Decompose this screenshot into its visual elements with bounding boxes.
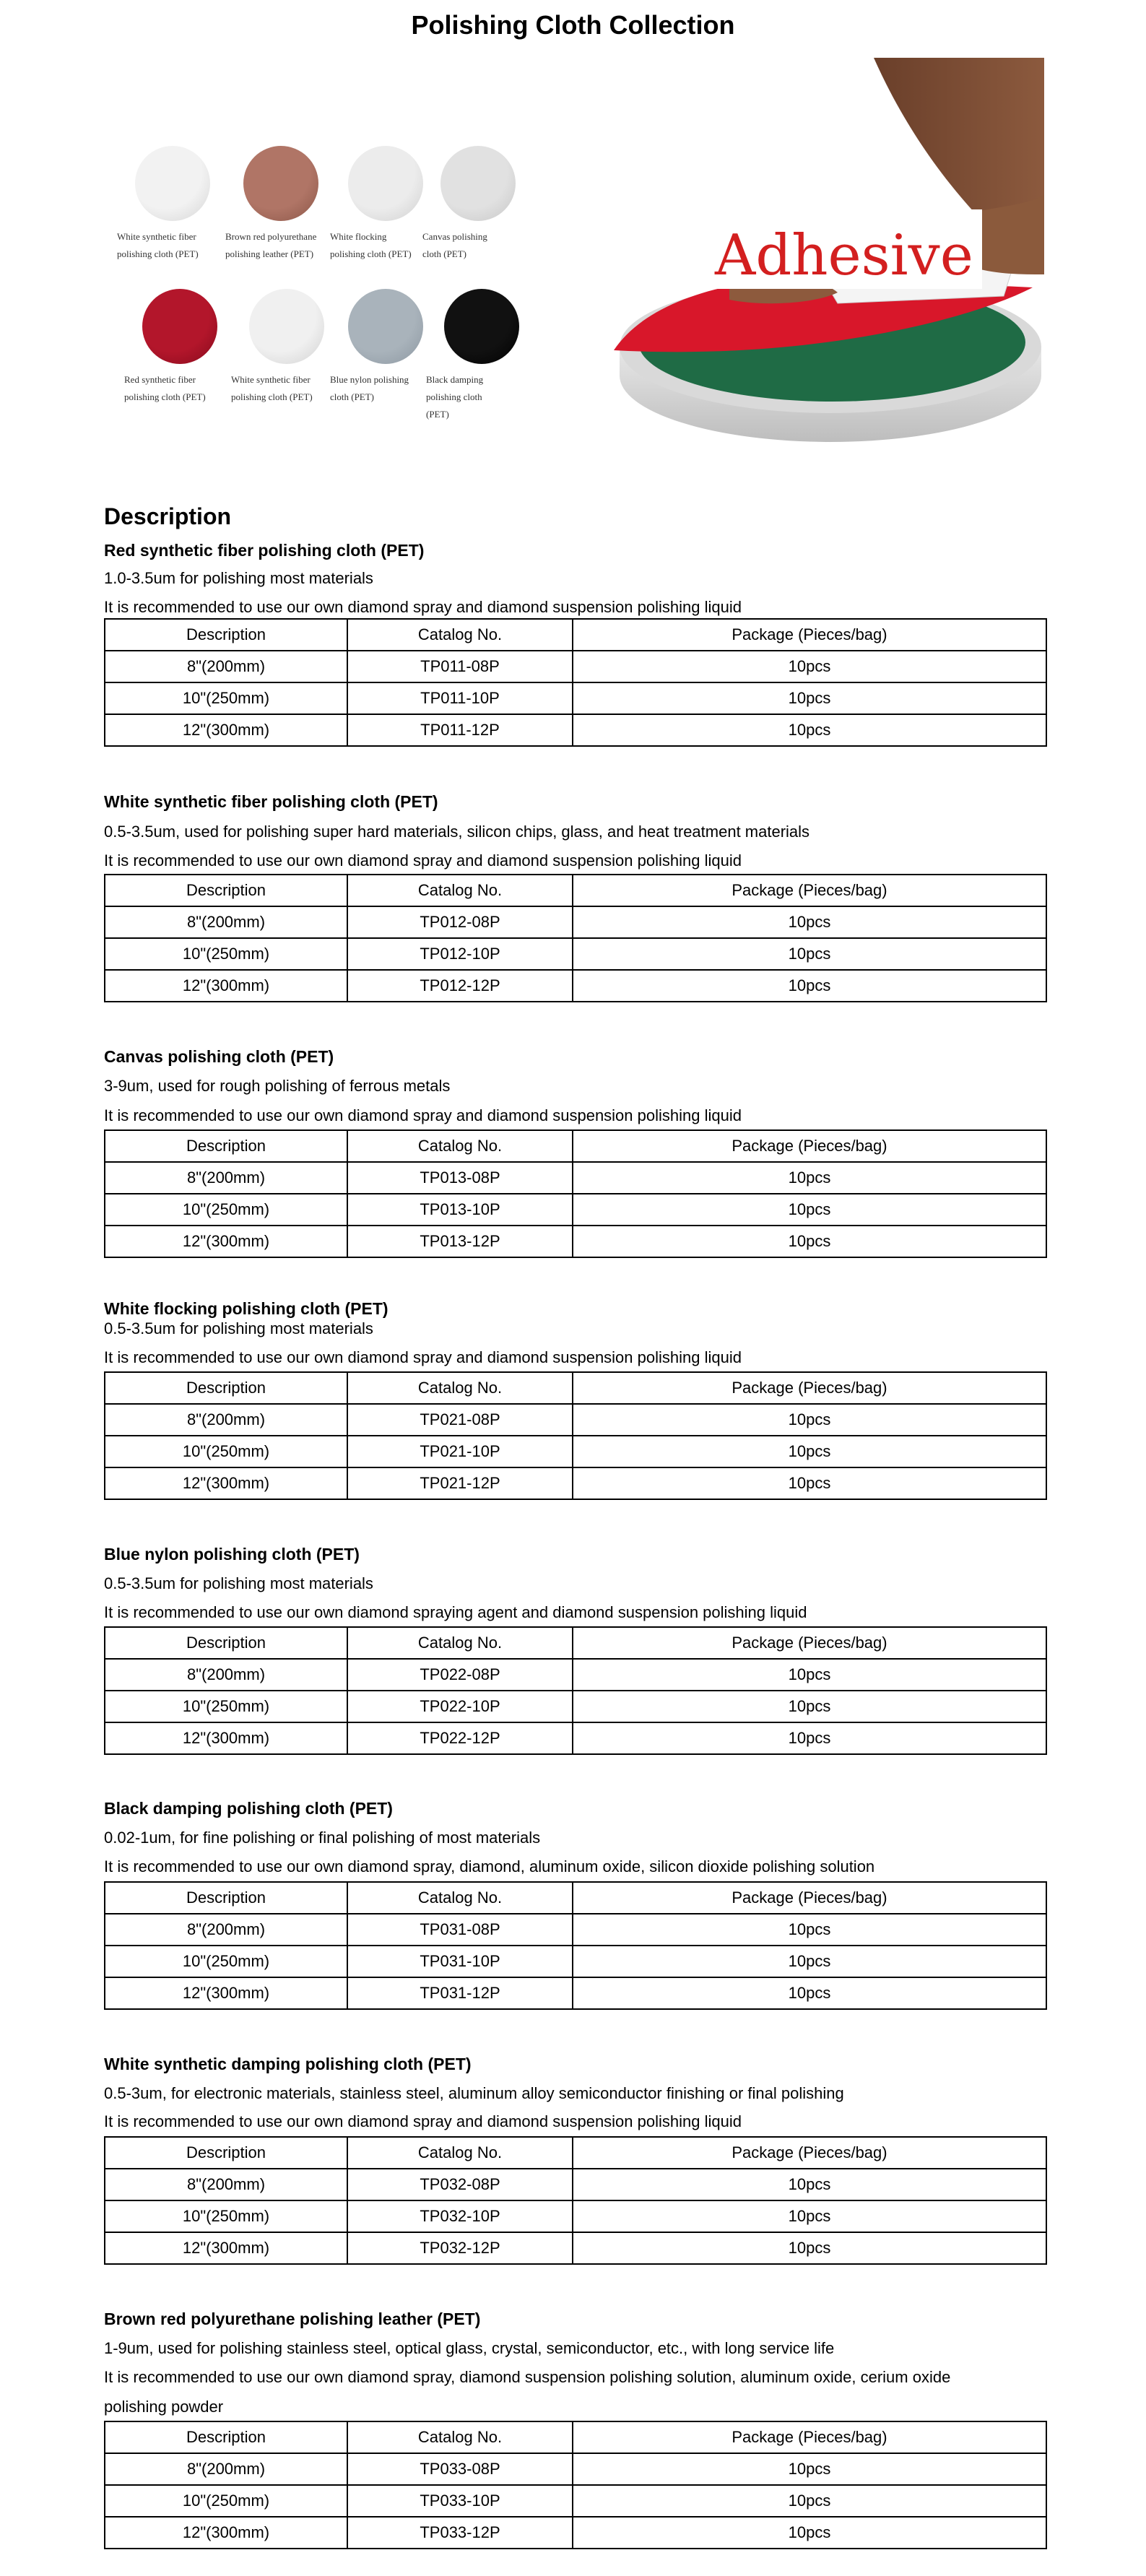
cell-description: 10"(250mm) bbox=[105, 938, 347, 970]
catalog-table bbox=[104, 874, 1047, 1002]
cell-package: 10pcs bbox=[573, 1914, 1046, 1946]
cell-package: 10pcs bbox=[573, 2453, 1046, 2485]
swatch-disc bbox=[444, 289, 519, 364]
table-row bbox=[105, 1914, 1046, 1946]
header-package: Package (Pieces/bag) bbox=[573, 875, 1046, 906]
header-package: Package (Pieces/bag) bbox=[573, 1372, 1046, 1404]
cell-catalog-no: TP033-08P bbox=[347, 2453, 573, 2485]
cell-description: 8"(200mm) bbox=[105, 651, 347, 682]
description-heading: Description bbox=[104, 503, 232, 529]
header-catalog-no: Catalog No. bbox=[347, 2421, 573, 2453]
cell-package: 10pcs bbox=[573, 714, 1046, 746]
header-package: Package (Pieces/bag) bbox=[573, 2421, 1046, 2453]
table-row bbox=[105, 1467, 1046, 1499]
cell-description: 12"(300mm) bbox=[105, 2517, 347, 2549]
header-catalog-no: Catalog No. bbox=[347, 619, 573, 651]
cell-description: 8"(200mm) bbox=[105, 1914, 347, 1946]
cell-description: 8"(200mm) bbox=[105, 2453, 347, 2485]
swatch-disc bbox=[348, 289, 423, 364]
header-package: Package (Pieces/bag) bbox=[573, 1627, 1046, 1659]
cell-package: 10pcs bbox=[573, 1691, 1046, 1722]
table-header-row bbox=[105, 619, 1046, 651]
cell-catalog-no: TP031-10P bbox=[347, 1946, 573, 1977]
catalog-table bbox=[104, 2421, 1047, 2549]
cell-package: 10pcs bbox=[573, 906, 1046, 938]
header-description: Description bbox=[105, 1130, 347, 1162]
cell-catalog-no: TP032-12P bbox=[347, 2232, 573, 2264]
section-title: White synthetic damping polishing cloth (PET) bbox=[104, 2055, 472, 2073]
table-row bbox=[105, 714, 1046, 746]
section-description-line: 0.5-3.5um for polishing most materials bbox=[104, 1319, 373, 1337]
cell-description: 10"(250mm) bbox=[105, 2485, 347, 2517]
table-header-row bbox=[105, 2421, 1046, 2453]
cell-package: 10pcs bbox=[573, 938, 1046, 970]
section-title: Canvas polishing cloth (PET) bbox=[104, 1047, 334, 1066]
section-description-line: It is recommended to use our own diamond spraying agent and diamond suspension polishing liquid bbox=[104, 1603, 807, 1621]
header-description: Description bbox=[105, 875, 347, 906]
table-row bbox=[105, 1659, 1046, 1691]
cell-catalog-no: TP031-12P bbox=[347, 1977, 573, 2009]
cell-package: 10pcs bbox=[573, 1659, 1046, 1691]
section-description-line: 0.5-3.5um, used for polishing super hard materials, silicon chips, glass, and heat treatment materials bbox=[104, 823, 810, 841]
cell-catalog-no: TP021-10P bbox=[347, 1436, 573, 1467]
cell-description: 8"(200mm) bbox=[105, 1162, 347, 1194]
table-header-row bbox=[105, 1130, 1046, 1162]
table-row bbox=[105, 2169, 1046, 2200]
header-catalog-no: Catalog No. bbox=[347, 2137, 573, 2169]
cell-catalog-no: TP031-08P bbox=[347, 1914, 573, 1946]
section-description-line: 1-9um, used for polishing stainless steel, optical glass, crystal, semiconductor, etc., with long service life bbox=[104, 2339, 835, 2357]
swatch-caption: White synthetic fiber polishing cloth (PET) bbox=[117, 231, 199, 259]
header-package: Package (Pieces/bag) bbox=[573, 2137, 1046, 2169]
cell-catalog-no: TP021-08P bbox=[347, 1404, 573, 1436]
cell-description: 10"(250mm) bbox=[105, 682, 347, 714]
section-description-line: It is recommended to use our own diamond spray, diamond, aluminum oxide, silicon dioxide polishing solution bbox=[104, 1857, 875, 1875]
swatch-caption: Red synthetic fiber polishing cloth (PET) bbox=[124, 374, 206, 402]
swatch-caption: Black damping polishing cloth (PET) bbox=[426, 374, 484, 420]
swatch-disc bbox=[348, 146, 423, 221]
table-row bbox=[105, 970, 1046, 1002]
section-title: White synthetic fiber polishing cloth (PET) bbox=[104, 792, 438, 811]
section-title: Black damping polishing cloth (PET) bbox=[104, 1799, 393, 1818]
swatch-disc bbox=[440, 146, 516, 221]
cell-description: 12"(300mm) bbox=[105, 1226, 347, 1257]
cell-description: 12"(300mm) bbox=[105, 1467, 347, 1499]
adhesive-cloth-photo bbox=[599, 58, 1044, 448]
cell-package: 10pcs bbox=[573, 2485, 1046, 2517]
table-row bbox=[105, 1946, 1046, 1977]
header-description: Description bbox=[105, 1627, 347, 1659]
cell-catalog-no: TP013-10P bbox=[347, 1194, 573, 1226]
cell-package: 10pcs bbox=[573, 682, 1046, 714]
catalog-table bbox=[104, 1881, 1047, 2010]
page-title: Polishing Cloth Collection bbox=[411, 10, 735, 40]
cell-description: 8"(200mm) bbox=[105, 1404, 347, 1436]
section-description-line: It is recommended to use our own diamond spray, diamond suspension polishing solution, aluminum oxide, cerium oxide bbox=[104, 2368, 951, 2386]
cell-description: 12"(300mm) bbox=[105, 970, 347, 1002]
section-title: Brown red polyurethane polishing leather (PET) bbox=[104, 2310, 481, 2328]
cell-description: 8"(200mm) bbox=[105, 1659, 347, 1691]
section-description-line: It is recommended to use our own diamond spray and diamond suspension polishing liquid bbox=[104, 598, 742, 616]
swatch-disc bbox=[142, 289, 217, 364]
cell-package: 10pcs bbox=[573, 1194, 1046, 1226]
header-catalog-no: Catalog No. bbox=[347, 1882, 573, 1914]
cell-description: 12"(300mm) bbox=[105, 1977, 347, 2009]
swatch-caption: Blue nylon polishing cloth (PET) bbox=[330, 374, 409, 402]
cell-description: 10"(250mm) bbox=[105, 2200, 347, 2232]
section-description-line: 0.5-3.5um for polishing most materials bbox=[104, 1574, 373, 1592]
swatch-disc bbox=[135, 146, 210, 221]
cell-package: 10pcs bbox=[573, 1162, 1046, 1194]
table-header-row bbox=[105, 1627, 1046, 1659]
table-row bbox=[105, 2453, 1046, 2485]
cell-package: 10pcs bbox=[573, 2517, 1046, 2549]
table-row bbox=[105, 682, 1046, 714]
swatch-disc bbox=[249, 289, 324, 364]
table-header-row bbox=[105, 875, 1046, 906]
cell-catalog-no: TP032-10P bbox=[347, 2200, 573, 2232]
header-catalog-no: Catalog No. bbox=[347, 1130, 573, 1162]
section-description-line: It is recommended to use our own diamond spray and diamond suspension polishing liquid bbox=[104, 2112, 742, 2130]
cell-catalog-no: TP021-12P bbox=[347, 1467, 573, 1499]
table-row bbox=[105, 1162, 1046, 1194]
section-title: Red synthetic fiber polishing cloth (PET) bbox=[104, 541, 425, 560]
section-description-line: 0.02-1um, for fine polishing or final polishing of most materials bbox=[104, 1829, 541, 1847]
table-header-row bbox=[105, 1882, 1046, 1914]
table-row bbox=[105, 938, 1046, 970]
cell-description: 12"(300mm) bbox=[105, 2232, 347, 2264]
header-package: Package (Pieces/bag) bbox=[573, 619, 1046, 651]
table-row bbox=[105, 2517, 1046, 2549]
cell-package: 10pcs bbox=[573, 1977, 1046, 2009]
cell-package: 10pcs bbox=[573, 1946, 1046, 1977]
cell-description: 8"(200mm) bbox=[105, 2169, 347, 2200]
table-row bbox=[105, 1226, 1046, 1257]
table-row bbox=[105, 1722, 1046, 1754]
cell-package: 10pcs bbox=[573, 2232, 1046, 2264]
section-description-line: polishing powder bbox=[104, 2398, 224, 2416]
header-description: Description bbox=[105, 619, 347, 651]
cell-package: 10pcs bbox=[573, 1722, 1046, 1754]
section-title: Blue nylon polishing cloth (PET) bbox=[104, 1545, 360, 1564]
header-description: Description bbox=[105, 2421, 347, 2453]
header-catalog-no: Catalog No. bbox=[347, 1627, 573, 1659]
table-row bbox=[105, 2232, 1046, 2264]
table-row bbox=[105, 1194, 1046, 1226]
cell-description: 10"(250mm) bbox=[105, 1946, 347, 1977]
catalog-table bbox=[104, 1129, 1047, 1258]
cell-package: 10pcs bbox=[573, 1467, 1046, 1499]
swatch-caption: White synthetic fiber polishing cloth (PET) bbox=[231, 374, 313, 402]
table-row bbox=[105, 1977, 1046, 2009]
table-row bbox=[105, 1691, 1046, 1722]
cell-catalog-no: TP012-10P bbox=[347, 938, 573, 970]
header-description: Description bbox=[105, 1372, 347, 1404]
cell-catalog-no: TP013-12P bbox=[347, 1226, 573, 1257]
cell-catalog-no: TP011-10P bbox=[347, 682, 573, 714]
cell-description: 10"(250mm) bbox=[105, 1691, 347, 1722]
table-row bbox=[105, 1404, 1046, 1436]
section-description-line: It is recommended to use our own diamond spray and diamond suspension polishing liquid bbox=[104, 1106, 742, 1124]
catalog-table bbox=[104, 2136, 1047, 2265]
swatch-caption: Brown red polyurethane polishing leather (PET) bbox=[225, 231, 317, 259]
header-description: Description bbox=[105, 1882, 347, 1914]
table-row bbox=[105, 2485, 1046, 2517]
cell-package: 10pcs bbox=[573, 1404, 1046, 1436]
swatch-disc bbox=[243, 146, 318, 221]
cell-catalog-no: TP033-10P bbox=[347, 2485, 573, 2517]
cell-description: 12"(300mm) bbox=[105, 714, 347, 746]
cell-description: 12"(300mm) bbox=[105, 1722, 347, 1754]
catalog-table bbox=[104, 1626, 1047, 1755]
cell-description: 10"(250mm) bbox=[105, 1436, 347, 1467]
table-row bbox=[105, 906, 1046, 938]
table-row bbox=[105, 2200, 1046, 2232]
cell-catalog-no: TP012-12P bbox=[347, 970, 573, 1002]
cell-package: 10pcs bbox=[573, 2200, 1046, 2232]
table-row bbox=[105, 651, 1046, 682]
section-title: White flocking polishing cloth (PET) bbox=[104, 1299, 388, 1318]
header-catalog-no: Catalog No. bbox=[347, 1372, 573, 1404]
cell-catalog-no: TP022-10P bbox=[347, 1691, 573, 1722]
section-description-line: 1.0-3.5um for polishing most materials bbox=[104, 569, 373, 587]
cell-package: 10pcs bbox=[573, 1436, 1046, 1467]
cell-description: 8"(200mm) bbox=[105, 906, 347, 938]
cell-catalog-no: TP032-08P bbox=[347, 2169, 573, 2200]
cell-catalog-no: TP012-08P bbox=[347, 906, 573, 938]
table-header-row bbox=[105, 1372, 1046, 1404]
cell-package: 10pcs bbox=[573, 651, 1046, 682]
cell-catalog-no: TP011-12P bbox=[347, 714, 573, 746]
section-description-line: It is recommended to use our own diamond spray and diamond suspension polishing liquid bbox=[104, 1348, 742, 1366]
header-description: Description bbox=[105, 2137, 347, 2169]
swatch-caption: White flocking polishing cloth (PET) bbox=[330, 231, 412, 259]
cell-package: 10pcs bbox=[573, 970, 1046, 1002]
header-package: Package (Pieces/bag) bbox=[573, 1882, 1046, 1914]
cell-catalog-no: TP011-08P bbox=[347, 651, 573, 682]
header-catalog-no: Catalog No. bbox=[347, 875, 573, 906]
cell-catalog-no: TP013-08P bbox=[347, 1162, 573, 1194]
header-package: Package (Pieces/bag) bbox=[573, 1130, 1046, 1162]
section-description-line: 0.5-3um, for electronic materials, stainless steel, aluminum alloy semiconductor finishing or final polishing bbox=[104, 2084, 844, 2102]
table-row bbox=[105, 1436, 1046, 1467]
cell-description: 10"(250mm) bbox=[105, 1194, 347, 1226]
section-description-line: 3-9um, used for rough polishing of ferrous metals bbox=[104, 1077, 451, 1095]
forearm bbox=[874, 58, 1044, 213]
swatch-collage bbox=[108, 137, 556, 441]
cell-package: 10pcs bbox=[573, 1226, 1046, 1257]
cell-package: 10pcs bbox=[573, 2169, 1046, 2200]
cell-catalog-no: TP022-12P bbox=[347, 1722, 573, 1754]
adhesive-label: Adhesive bbox=[715, 223, 973, 288]
swatch-caption: Canvas polishing cloth (PET) bbox=[422, 231, 487, 259]
table-header-row bbox=[105, 2137, 1046, 2169]
cell-catalog-no: TP033-12P bbox=[347, 2517, 573, 2549]
catalog-table bbox=[104, 1371, 1047, 1500]
section-description-line: It is recommended to use our own diamond spray and diamond suspension polishing liquid bbox=[104, 851, 742, 869]
catalog-table bbox=[104, 618, 1047, 747]
cell-catalog-no: TP022-08P bbox=[347, 1659, 573, 1691]
